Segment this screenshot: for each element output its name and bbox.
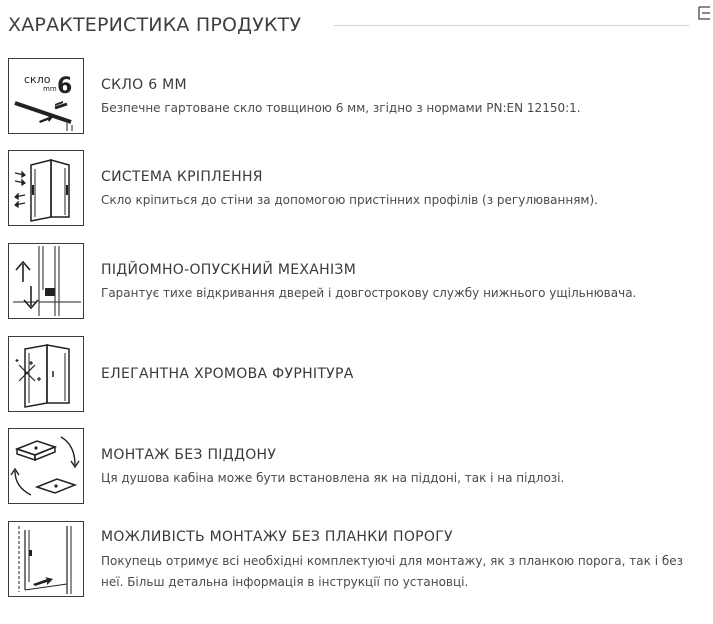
feature-glass-thickness bbox=[8, 58, 708, 136]
feature-lift-mechanism bbox=[8, 243, 708, 321]
svg-text:скло: скло bbox=[24, 73, 51, 86]
feature-description: Безпечне гартоване скло товщиною 6 мм, згідно з нормами PN:EN 12150:1. bbox=[101, 101, 581, 115]
feature-description: Гарантує тихе відкривання дверей і довгострокову службу нижнього ущільнювача. bbox=[101, 286, 637, 300]
chrome-fittings-icon bbox=[8, 336, 84, 412]
feature-no-tray bbox=[8, 428, 708, 506]
svg-text:mm: mm bbox=[43, 85, 57, 93]
wall-mount-icon bbox=[8, 150, 84, 226]
feature-title: МОЖЛИВІСТЬ МОНТАЖУ БЕЗ ПЛАНКИ ПОРОГУ bbox=[101, 529, 453, 545]
feature-title: ЕЛЕГАНТНА ХРОМОВА ФУРНІТУРА bbox=[101, 366, 354, 382]
feature-title: ПІДЙОМНО-ОПУСКНИЙ МЕХАНІЗМ bbox=[101, 262, 357, 278]
svg-text:6: 6 bbox=[57, 74, 73, 99]
no-threshold-icon bbox=[8, 521, 84, 597]
feature-no-threshold bbox=[8, 521, 708, 599]
feature-title: МОНТАЖ БЕЗ ПІДДОНУ bbox=[101, 447, 277, 463]
no-tray-install-icon bbox=[8, 428, 84, 504]
feature-description: Скло кріпиться до стіни за допомогою пристінних профілів (з регулюванням). bbox=[101, 193, 598, 207]
feature-description: Покупець отримує всі необхідні комплектуючі для монтажу, як з планкою порога, так і без неї. Більш детальна інформація в інструкції по установці. bbox=[101, 554, 684, 589]
feature-wall-mount bbox=[8, 150, 708, 228]
feature-chrome-fittings bbox=[8, 336, 708, 414]
glass-thickness-icon bbox=[8, 58, 84, 134]
collapse-icon[interactable] bbox=[697, 5, 713, 21]
feature-title: СИСТЕМА КРІПЛЕННЯ bbox=[101, 169, 263, 185]
section-header bbox=[8, 12, 713, 40]
feature-title: СКЛО 6 ММ bbox=[101, 77, 187, 93]
section-title: ХАРАКТЕРИСТИКА ПРОДУКТУ bbox=[8, 14, 302, 36]
lift-mechanism-icon bbox=[8, 243, 84, 319]
header-divider bbox=[334, 25, 689, 26]
feature-description: Ця душова кабіна може бути встановлена як на піддоні, так і на підлозі. bbox=[101, 471, 565, 485]
